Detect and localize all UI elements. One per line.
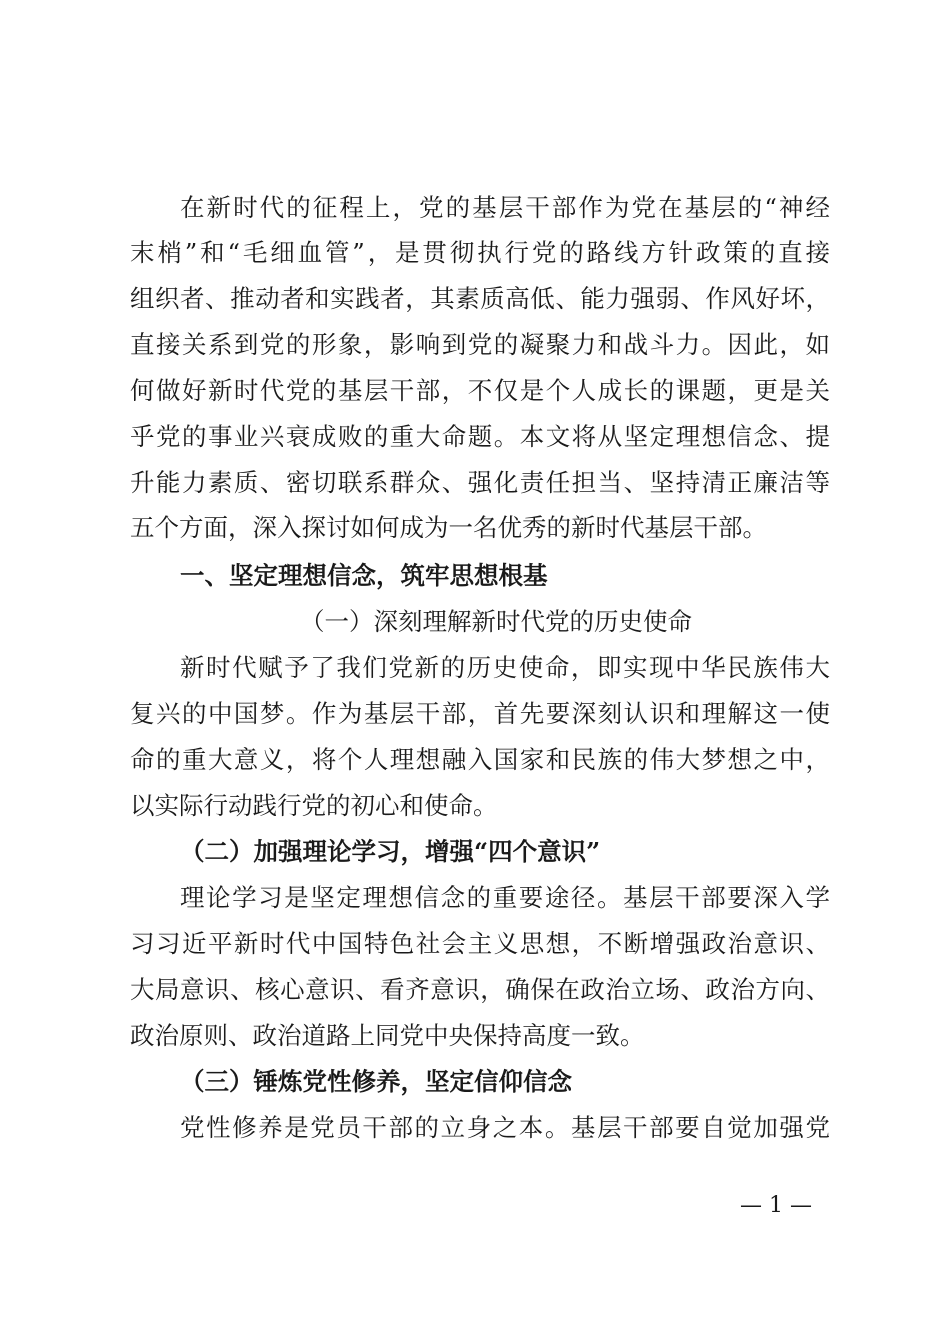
p3-line-1: 理论学习是坚定理想信念的重要途径。基层干部要深入学 bbox=[180, 883, 830, 912]
p2-line-4: 以实际行动践行党的初心和使命。 bbox=[130, 791, 498, 820]
p2-line-2: 复兴的中国梦。作为基层干部，首先要深刻认识和理解这一使 bbox=[130, 699, 830, 728]
intro-line-3: 组织者、推动者和实践者，其素质高低、能力强弱、作风好坏， bbox=[130, 284, 830, 313]
section-heading-1: 一、坚定理想信念，筑牢思想根基 bbox=[180, 561, 548, 590]
subheading-3: （三）锤炼党性修养，坚定信仰信念 bbox=[180, 1067, 572, 1096]
intro-line-7: 升能力素质、密切联系群众、强化责任担当、坚持清正廉洁等 bbox=[130, 468, 830, 497]
intro-line-6: 乎党的事业兴衰成败的重大命题。本文将从坚定理想信念、提 bbox=[130, 422, 830, 451]
intro-line-2: 末梢”和“毛细血管”，是贯彻执行党的路线方针政策的直接 bbox=[130, 238, 830, 267]
p3-line-2: 习习近平新时代中国特色社会主义思想，不断增强政治意识、 bbox=[130, 929, 830, 958]
intro-line-5: 何做好新时代党的基层干部，不仅是个人成长的课题，更是关 bbox=[130, 376, 830, 405]
p3-line-3: 大局意识、核心意识、看齐意识，确保在政治立场、政治方向、 bbox=[130, 975, 830, 1004]
intro-line-1: 在新时代的征程上，党的基层干部作为党在基层的“神经 bbox=[180, 193, 830, 222]
p2-line-3: 命的重大意义，将个人理想融入国家和民族的伟大梦想之中， bbox=[130, 745, 830, 774]
subheading-1: （一）深刻理解新时代党的历史使命 bbox=[300, 607, 692, 636]
subheading-2: （二）加强理论学习，增强“四个意识” bbox=[180, 837, 601, 866]
p3-line-4: 政治原则、政治道路上同党中央保持高度一致。 bbox=[130, 1021, 645, 1050]
p4-line-1: 党性修养是党员干部的立身之本。基层干部要自觉加强党 bbox=[180, 1113, 830, 1142]
page-number: — 1 — bbox=[740, 1193, 812, 1218]
intro-line-4: 直接关系到党的形象，影响到党的凝聚力和战斗力。因此，如 bbox=[130, 330, 830, 359]
p2-line-1: 新时代赋予了我们党新的历史使命，即实现中华民族伟大 bbox=[180, 653, 830, 682]
intro-line-8: 五个方面，深入探讨如何成为一名优秀的新时代基层干部。 bbox=[130, 513, 767, 542]
